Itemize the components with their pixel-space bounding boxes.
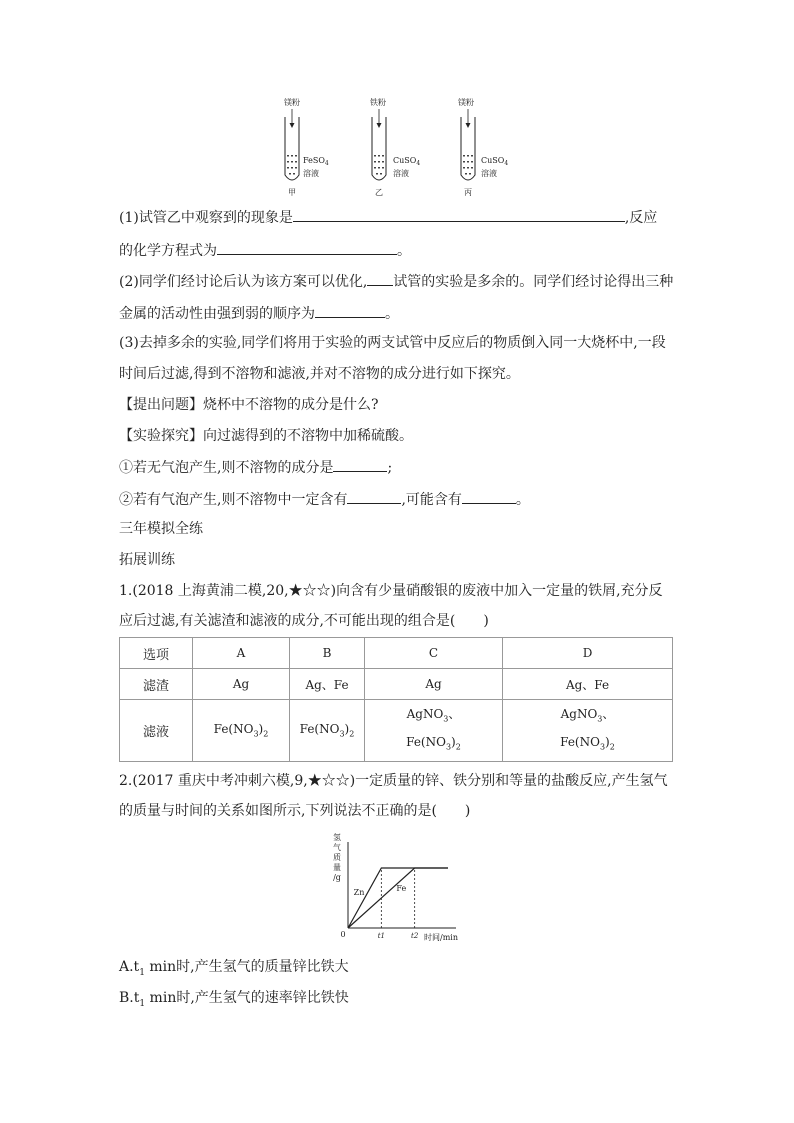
series-label-fe: Fe (396, 883, 407, 893)
q3-line1: (3)去掉多余的实验,同学们将用于实验的两支试管中反应后的物质倒入同一大烧杯中,一段 (119, 335, 666, 351)
tube-bing-label: 丙 (464, 188, 472, 197)
q1-line2-suffix: 。 (397, 243, 411, 259)
filtrate-b-fe: $Fe(NO_3)_2$ (299, 722, 355, 739)
q2-blank-order[interactable] (315, 302, 385, 318)
q1-line1 (119, 206, 657, 228)
filtrate-label: 滤液 (120, 700, 193, 762)
filtrate-d-fe: $Fe(NO_3)_2$ (560, 734, 615, 751)
q2-line1-suffix: 试管的实验是多余的。同学们经讨论得出三种 (393, 274, 674, 290)
q1-line1-text: (1)试管乙中观察到的现象是 (119, 210, 293, 226)
q3-case2-suffix: 。 (515, 492, 530, 508)
q3-question-tag: 【提出问题】 (119, 397, 203, 413)
filtrate-c (365, 700, 503, 762)
tube-bing-powder: 镁粉 (458, 98, 474, 107)
table-header-d: D (503, 638, 673, 669)
tube-yi-powder: 铁粉 (370, 98, 386, 107)
q3-case1 (119, 456, 392, 478)
p1-line2: 应后过滤,有关滤渣和滤液的成分,不可能出现的组合是( ) (119, 613, 489, 629)
table-header-c: C (365, 638, 503, 669)
filtrate-c-fe: $Fe(NO_3)_2$ (406, 734, 461, 751)
q1-line2 (119, 239, 411, 261)
option-a-sub: 1 (139, 967, 145, 978)
svg-text:FeSO4 (303, 156, 329, 167)
q3-case2-mid: ,可能含有 (401, 492, 462, 508)
q3-case1-text: ①若无气泡产生,则不溶物的成分是 (119, 460, 334, 476)
p2-line2: 的质量与时间的关系如图所示,下列说法不正确的是( ) (119, 803, 471, 819)
tube-bing-solution: 溶液 (481, 169, 497, 178)
svg-text:CuSO4 (481, 156, 508, 167)
residue-a: Ag (193, 669, 290, 700)
q3-blank-case2-may[interactable] (462, 488, 516, 504)
tube-jia-label: 甲 (288, 188, 296, 197)
table-row-filtrate (120, 700, 673, 762)
option-a-prefix: A.t (119, 959, 140, 975)
filtrate-d-ag: AgNO$_3$、 (560, 707, 615, 724)
q2-line1 (119, 270, 673, 292)
subsection-title: 拓展训练 (119, 552, 175, 568)
option-b-text: min时,产生氢气的速率锌比铁快 (145, 990, 349, 1006)
q3-case2 (119, 488, 530, 510)
y-axis-label-char: 质 (333, 853, 341, 862)
q3-question (119, 395, 379, 415)
q3-case1-suffix: ; (387, 460, 393, 476)
residue-c: Ag (365, 669, 503, 700)
section-title: 三年模拟全练 (119, 521, 203, 537)
svg-text:CuSO4 (393, 156, 420, 167)
tube-yi-label: 乙 (375, 188, 383, 197)
q3-explore-text: 向过滤得到的不溶物中加稀硫酸。 (203, 428, 413, 444)
option-a-text: min时,产生氢气的质量锌比铁大 (144, 959, 349, 975)
series-label-zn: Zn (353, 888, 365, 897)
option-b-sub: 1 (139, 998, 146, 1009)
q2-blank-tube[interactable] (367, 270, 393, 286)
test-tube-figure (275, 95, 515, 200)
q3-case2-text: ②若有气泡产生,则不溶物中一定含有 (119, 492, 348, 508)
test-tube-yi (370, 97, 420, 197)
y-axis-label-char: 气 (333, 843, 341, 852)
q1-line2-text: 的化学方程式为 (119, 243, 217, 259)
table-header-option: 选项 (120, 638, 193, 669)
test-tube-bing (458, 97, 508, 197)
q2-line2 (119, 302, 399, 324)
p2-option-a (119, 957, 349, 983)
q2-line1-text: (2)同学们经讨论后认为该方案可以优化, (119, 274, 368, 290)
x-axis-label: 时间/min (424, 933, 458, 942)
filtrate-a (193, 700, 290, 762)
q2-line2-suffix: 。 (385, 306, 399, 322)
table-header-b: B (290, 638, 365, 669)
x-tick-label: t2 (411, 932, 419, 940)
q1-blank-equation[interactable] (217, 239, 397, 255)
y-axis-label-char: 氢 (333, 833, 341, 842)
hydrogen-mass-chart (330, 828, 465, 943)
tube-yi-solution: 溶液 (393, 169, 409, 178)
option-b-prefix: B.t (119, 990, 140, 1006)
residue-d: Ag、Fe (503, 669, 673, 700)
q2-line2-text: 金属的活动性由强到弱的顺序为 (119, 306, 315, 322)
q3-line2: 时间后过滤,得到不溶物和滤液,并对不溶物的成分进行如下探究。 (119, 366, 520, 382)
q3-blank-case2-must[interactable] (347, 488, 401, 504)
table-header-a: A (193, 638, 290, 669)
q3-question-text: 烧杯中不溶物的成分是什么? (203, 397, 379, 413)
p2-line1: 2.(2017 重庆中考冲刺六模,9,★☆☆)一定质量的锌、铁分别和等量的盐酸反应,产生氢气 (119, 773, 668, 789)
options-table (119, 637, 673, 762)
tube-jia-powder: 镁粉 (284, 98, 300, 107)
filtrate-b (290, 700, 365, 762)
tube-yi-formula: CuSO (393, 156, 417, 165)
p2-option-b (119, 988, 349, 1014)
y-axis-label-char: /g (333, 873, 341, 882)
filtrate-a-fe: $Fe(NO_3)_2$ (213, 722, 269, 739)
x-tick-label: t1 (377, 932, 385, 940)
filtrate-c-ag: AgNO$_3$、 (406, 707, 461, 724)
q3-explore-tag: 【实验探究】 (119, 428, 203, 444)
q1-blank-phenomenon[interactable] (293, 206, 625, 222)
q3-blank-case1[interactable] (333, 456, 387, 472)
tube-bing-formula: CuSO (481, 156, 505, 165)
tube-jia-solution: 溶液 (303, 169, 319, 178)
series-line-zn (348, 868, 448, 928)
q1-line1-suffix: ,反应 (624, 210, 658, 226)
origin-label: 0 (340, 930, 346, 939)
q3-explore (119, 426, 413, 446)
residue-b: Ag、Fe (290, 669, 365, 700)
tube-jia-formula-sub: 4 (324, 160, 329, 167)
filtrate-d (503, 700, 673, 762)
p1-line1: 1.(2018 上海黄浦二模,20,★☆☆)向含有少量硝酸银的废液中加入一定量的铁屑,充分反 (119, 583, 663, 599)
table-header-row (120, 638, 673, 669)
y-axis-label-char: 量 (333, 863, 341, 872)
series-line-fe (348, 868, 448, 928)
table-row-residue (120, 669, 673, 700)
tube-bing-formula-sub: 4 (504, 160, 509, 167)
residue-label: 滤渣 (120, 669, 193, 700)
tube-yi-formula-sub: 4 (416, 160, 421, 167)
test-tube-jia (284, 97, 329, 197)
tube-jia-formula: FeSO (303, 156, 325, 165)
